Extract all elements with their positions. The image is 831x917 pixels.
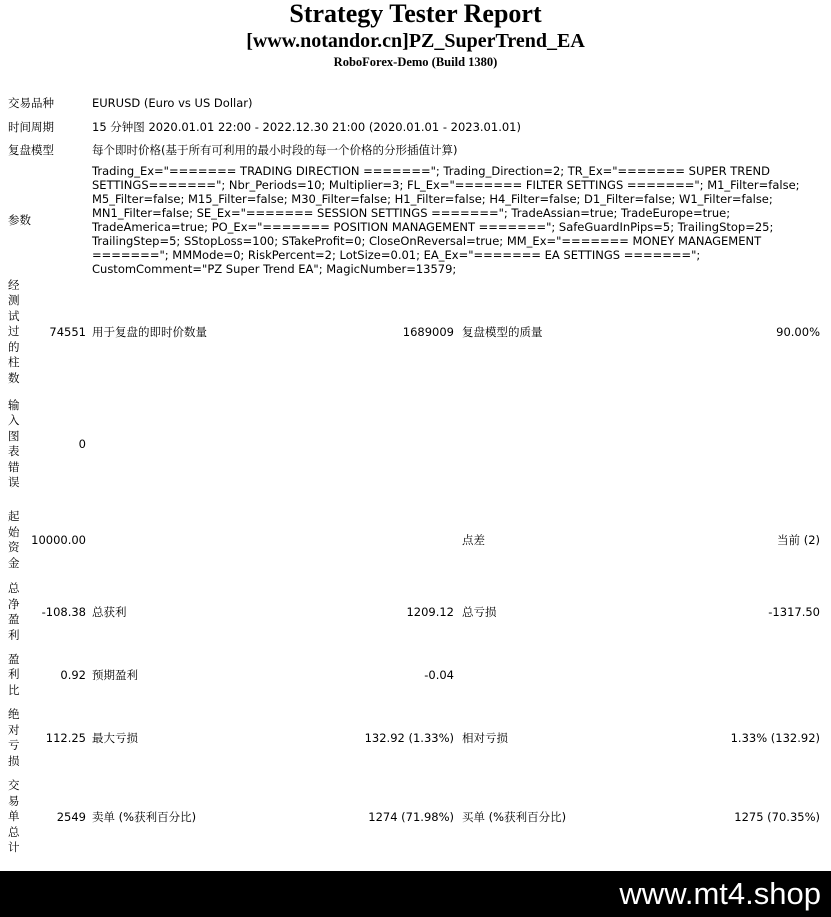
symbol-row xyxy=(8,95,821,111)
server-build: RoboForex-Demo (Build 1380) xyxy=(333,55,498,69)
errors-label: 输 入 图 表 错 误 xyxy=(8,397,20,489)
period-row xyxy=(8,119,821,135)
gross-loss-label: 总亏损 xyxy=(462,605,497,619)
deposit-label: 起 始 资 金 xyxy=(8,509,20,570)
gross-profit-label: 总获利 xyxy=(92,605,127,619)
net-profit-value: -108.38 xyxy=(41,605,86,619)
long-positions-value: 1275 (70.35%) xyxy=(734,810,820,824)
quality-value: 90.00% xyxy=(776,325,820,339)
gross-profit-value: 1209.12 xyxy=(406,605,454,619)
absolute-dd-value: 112.25 xyxy=(45,731,86,745)
watermark-text: www.mt4.shop xyxy=(619,876,821,911)
params-label: 参数 xyxy=(8,213,31,227)
gross-loss-value: -1317.50 xyxy=(768,605,820,619)
report-header xyxy=(0,0,831,70)
ticks-label: 用于复盘的即时价数量 xyxy=(92,325,207,339)
model-label: 复盘模型 xyxy=(8,143,54,157)
errors-value: 0 xyxy=(78,437,86,451)
period-label: 时间周期 xyxy=(8,120,54,134)
expected-payoff-label: 预期盈利 xyxy=(92,668,138,682)
watermark-banner xyxy=(0,871,831,917)
symbol-value: EURUSD (Euro vs US Dollar) xyxy=(92,96,253,110)
net-profit-label: 总 净 盈 利 xyxy=(8,581,20,642)
params-value: Trading_Ex="======= TRADING DIRECTION ======="; Trading_Direction=2; TR_Ex="======= SUPER TREND SETTINGS======="; Nbr_Periods=10; Multiplier=3; FL_Ex="======= FILTER SETTINGS ======="; M1_Filter=false; M5_Filter=false; M15_Filter=false; M30_Filter=false; H1_Filter=false; H4_Filter=false; D1_Filter=false; W1_Filter=false; MN1_Filter=false; SE_Ex="======= SESSION SETTINGS ======="; TradeAssian=true; TradeEurope=true; TradeAmerica=true; PO_Ex="======= POSITION MANAGEMENT ======="; SafeGuardInPips=5; TrailingStop=25; TrailingStep=5; SStopLoss=100; STakeProfit=0; CloseOnReversal=true; MM_Ex="======= MONEY MANAGEMENT ======="; MMMode=0; RiskPercent=2; LotSize=0.01; EA_Ex="======= EA SETTINGS ======="; CustomComment="PZ Super Trend EA"; MagicNumber=13579; xyxy=(92,164,800,276)
bars-value: 74551 xyxy=(49,325,86,339)
stats-row-deposit xyxy=(0,500,831,580)
model-value: 每个即时价格(基于所有可利用的最小时段的每一个价格的分形插值计算) xyxy=(92,143,458,157)
stats-row-trades xyxy=(0,770,831,864)
period-value: 15 分钟图 2020.01.01 22:00 - 2022.12.30 21:00 (2020.01.01 - 2023.01.01) xyxy=(92,120,521,134)
spread-value: 当前 (2) xyxy=(777,533,820,547)
params-row xyxy=(8,164,821,276)
stats-table xyxy=(0,276,831,864)
absolute-dd-label: 绝 对 亏 损 xyxy=(8,707,20,768)
stats-row-net xyxy=(0,580,831,644)
quality-label: 复盘模型的质量 xyxy=(462,325,543,339)
relative-dd-value: 1.33% (132.92) xyxy=(730,731,820,745)
stats-row-errors xyxy=(0,388,831,500)
short-positions-label: 卖单 (%获利百分比) xyxy=(92,810,197,824)
stats-row-dd xyxy=(0,706,831,770)
model-row xyxy=(8,142,821,158)
relative-dd-label: 相对亏损 xyxy=(462,731,508,745)
long-positions-label: 买单 (%获利百分比) xyxy=(462,810,567,824)
total-trades-value: 2549 xyxy=(56,810,86,824)
max-dd-label: 最大亏损 xyxy=(92,731,138,745)
ticks-value: 1689009 xyxy=(402,325,454,339)
spread-label: 点差 xyxy=(462,533,485,547)
expected-payoff-value: -0.04 xyxy=(424,668,454,682)
stats-row-pf xyxy=(0,644,831,706)
symbol-label: 交易品种 xyxy=(8,96,54,110)
deposit-value: 10000.00 xyxy=(31,533,86,547)
short-positions-value: 1274 (71.98%) xyxy=(368,810,454,824)
stats-row-bars xyxy=(0,276,831,388)
profit-factor-label: 盈 利 比 xyxy=(8,651,20,697)
profit-factor-value: 0.92 xyxy=(60,668,86,682)
expert-name: [www.notandor.cn]PZ_SuperTrend_EA xyxy=(246,30,585,52)
max-dd-value: 132.92 (1.33%) xyxy=(364,731,454,745)
bars-label: 经 测 试 过 的 柱 数 xyxy=(8,277,20,385)
total-trades-label: 交 易 单 总 计 xyxy=(8,778,20,855)
report-title: Strategy Tester Report xyxy=(289,0,542,28)
